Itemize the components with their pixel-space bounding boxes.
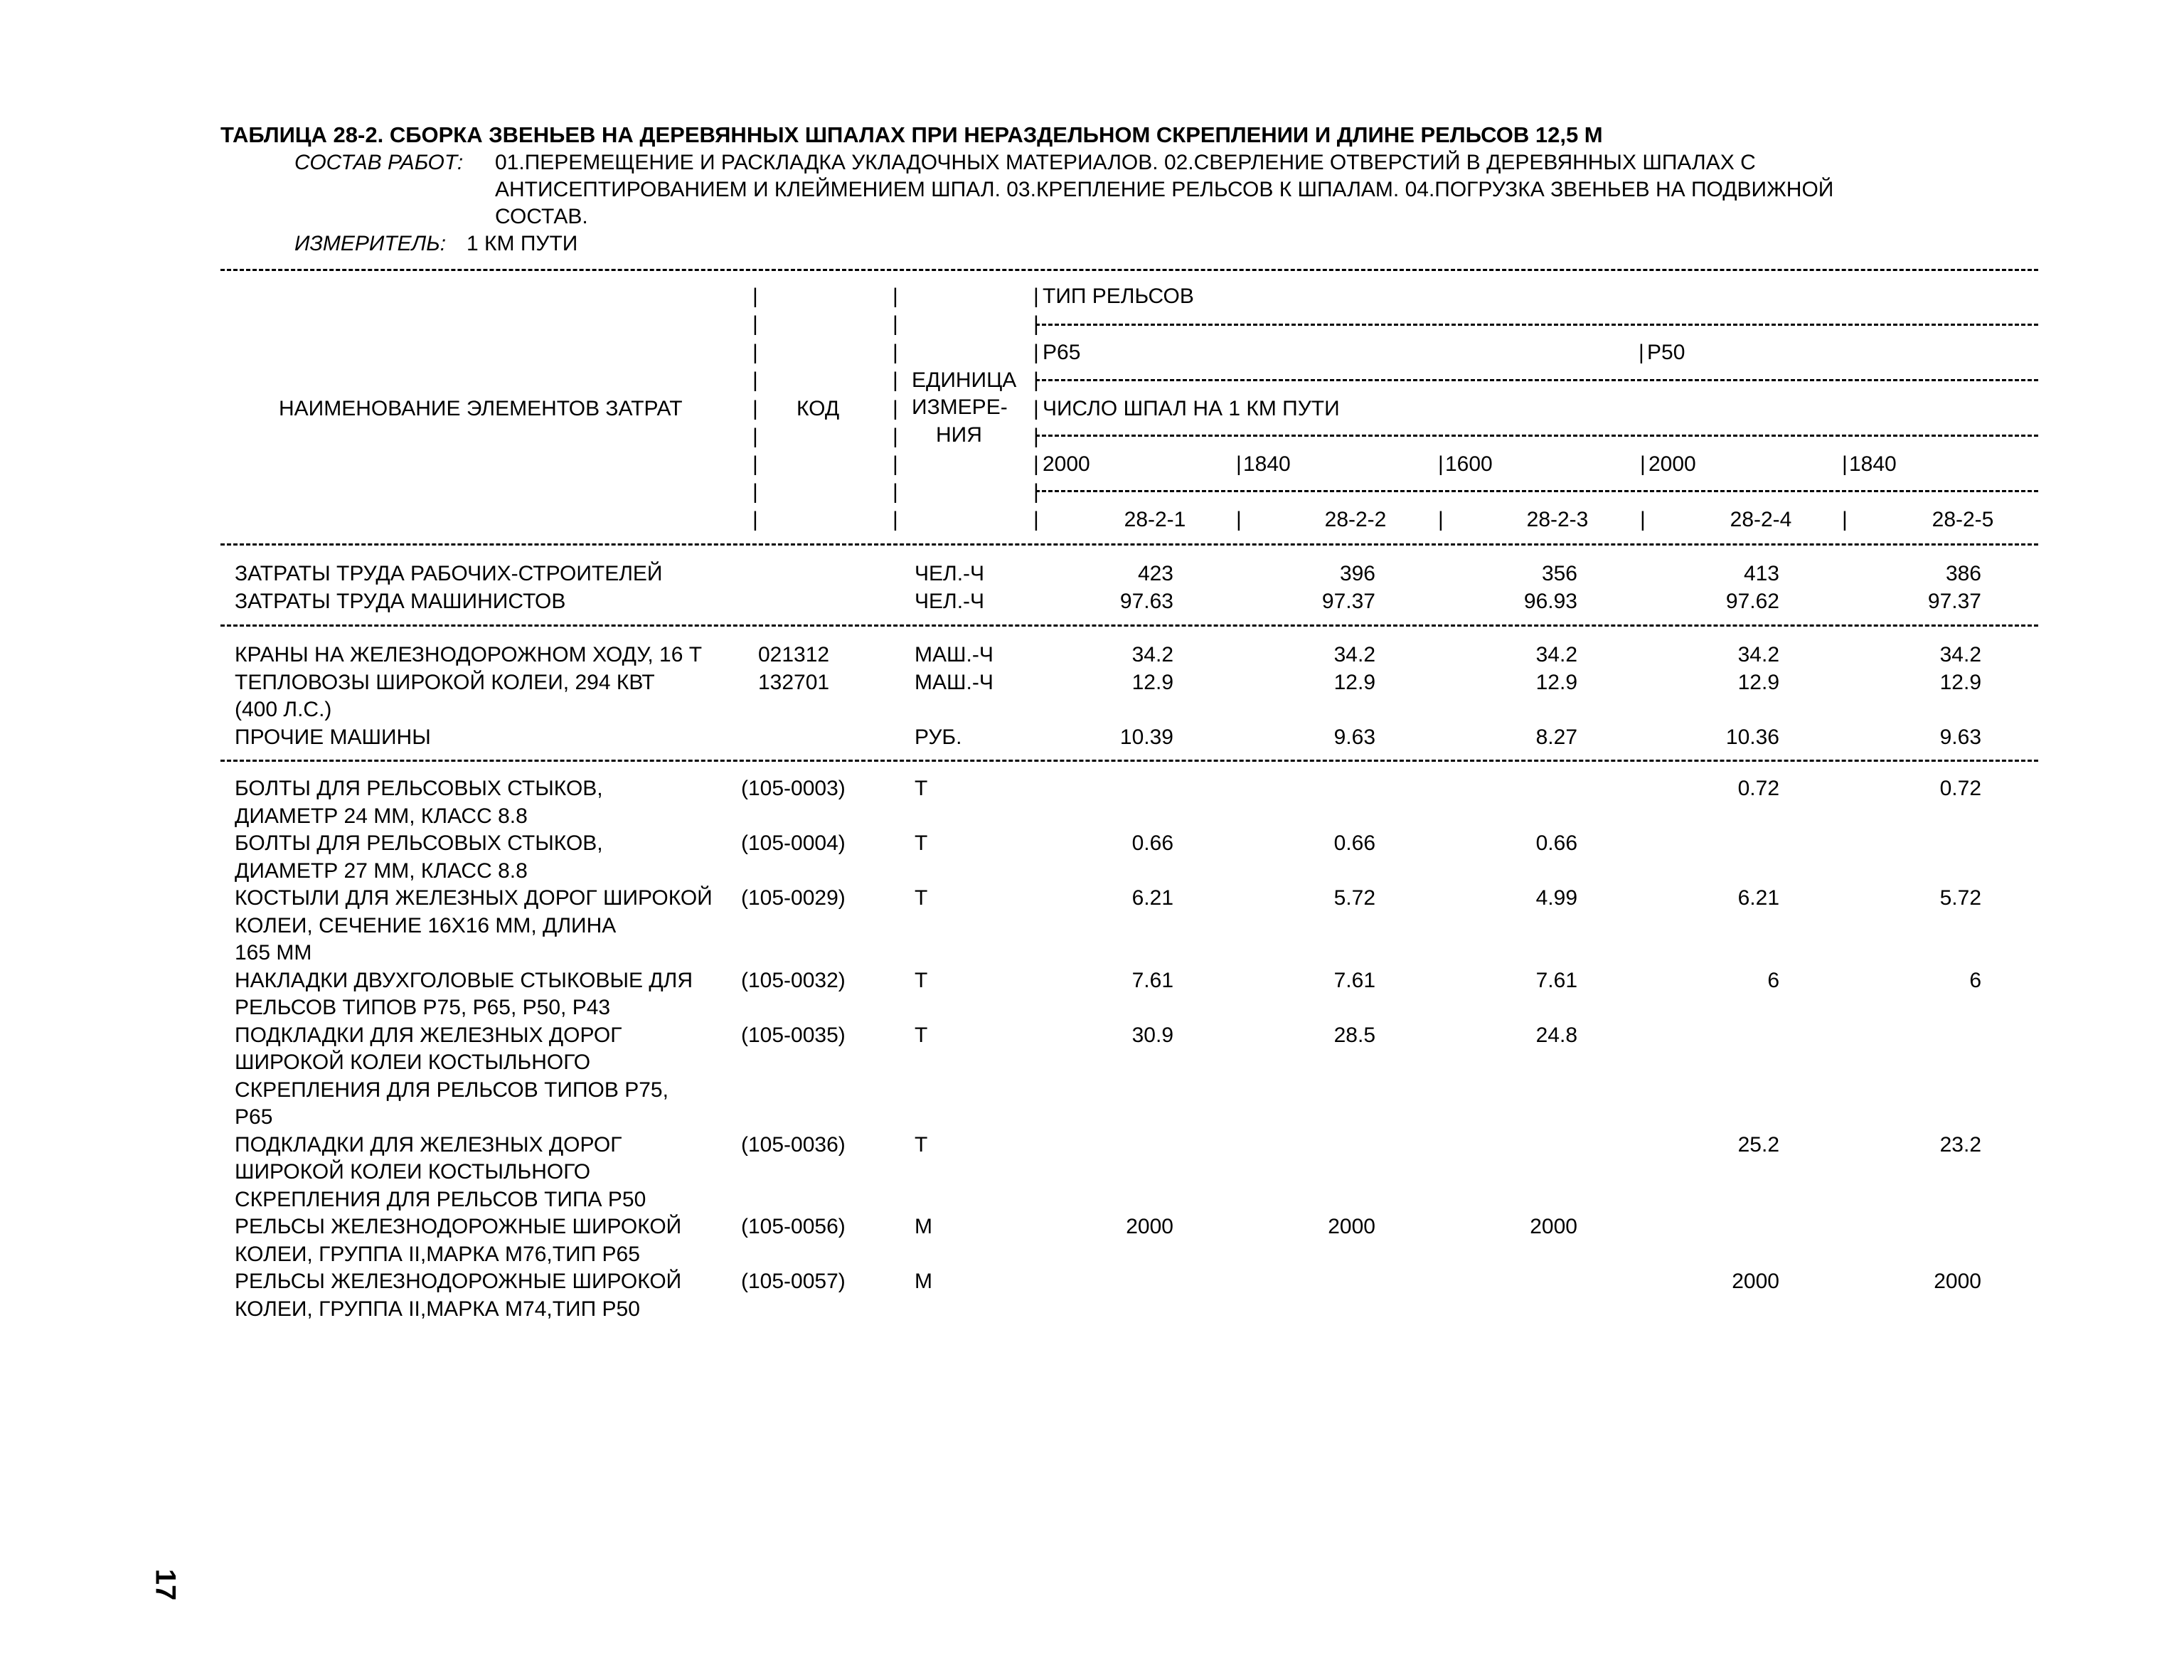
row-name: СКРЕПЛЕНИЯ ДЛЯ РЕЛЬСОВ ТИПОВ Р75, bbox=[235, 1078, 668, 1102]
column-separator: | bbox=[752, 312, 758, 336]
column-separator: | bbox=[1842, 452, 1848, 476]
row-name: НАКЛАДКИ ДВУХГОЛОВЫЕ СТЫКОВЫЕ ДЛЯ bbox=[235, 968, 693, 992]
row-unit: М bbox=[915, 1215, 932, 1238]
measure-label: ИЗМЕРИТЕЛЬ: bbox=[294, 232, 447, 255]
row-code: (105-0003) bbox=[741, 777, 846, 800]
column-separator: | bbox=[752, 425, 758, 448]
header-code: КОД bbox=[797, 397, 840, 420]
column-separator: | bbox=[752, 452, 758, 476]
column-separator: | bbox=[1033, 368, 1039, 392]
header-name: НАИМЕНОВАНИЕ ЭЛЕМЕНТОВ ЗАТРАТ bbox=[279, 397, 683, 420]
row-name: РЕЛЬСОВ ТИПОВ Р75, Р65, Р50, Р43 bbox=[235, 996, 611, 1019]
column-separator: | bbox=[1639, 341, 1644, 364]
row-name: КОСТЫЛИ ДЛЯ ЖЕЛЕЗНЫХ ДОРОГ ШИРОКОЙ bbox=[235, 886, 713, 910]
value-cell: 0.72 bbox=[1737, 777, 1779, 800]
column-separator: | bbox=[893, 397, 898, 420]
value-cell: 34.2 bbox=[1737, 643, 1779, 666]
row-unit: Т bbox=[915, 968, 928, 992]
norm-code: 28-2-5 bbox=[1932, 508, 1994, 531]
value-cell: 7.61 bbox=[1333, 968, 1375, 992]
divider bbox=[1035, 379, 2038, 381]
value-cell: 0.66 bbox=[1535, 831, 1577, 855]
row-name: ЗАТРАТЫ ТРУДА МАШИНИСТОВ bbox=[235, 589, 566, 613]
row-unit: МАШ.-Ч bbox=[915, 643, 994, 666]
row-name: ШИРОКОЙ КОЛЕИ КОСТЫЛЬНОГО bbox=[235, 1160, 591, 1184]
column-separator: | bbox=[1236, 452, 1242, 476]
row-name: ЗАТРАТЫ ТРУДА РАБОЧИХ-СТРОИТЕЛЕЙ bbox=[235, 562, 663, 585]
value-cell: 6 bbox=[1969, 968, 1981, 992]
column-separator: | bbox=[1640, 452, 1646, 476]
row-name: ТЕПЛОВОЗЫ ШИРОКОЙ КОЛЕИ, 294 КВТ bbox=[235, 670, 655, 694]
divider bbox=[220, 760, 2038, 762]
column-separator: | bbox=[752, 397, 758, 420]
table-title: ТАБЛИЦА 28-2. СБОРКА ЗВЕНЬЕВ НА ДЕРЕВЯННЫХ ШПАЛАХ ПРИ НЕРАЗДЕЛЬНОМ СКРЕПЛЕНИИ И ДЛИНЕ РЕЛЬСОВ 12,5 М bbox=[220, 122, 1603, 147]
sleeper-count: 1840 bbox=[1849, 452, 1897, 476]
column-separator: | bbox=[893, 508, 898, 531]
row-name: 165 ММ bbox=[235, 941, 312, 964]
header-unit: ИЗМЕРЕ- bbox=[912, 395, 1008, 419]
row-unit: Т bbox=[915, 1132, 928, 1157]
column-separator: | bbox=[1842, 508, 1848, 531]
row-code: (105-0056) bbox=[741, 1215, 846, 1238]
value-cell: 6.21 bbox=[1737, 886, 1779, 910]
value-cell: 12.9 bbox=[1333, 670, 1375, 694]
column-separator: | bbox=[1033, 480, 1039, 504]
value-cell: 10.36 bbox=[1725, 725, 1779, 749]
header-rail-p50: Р50 bbox=[1647, 341, 1685, 364]
row-unit: Т bbox=[915, 886, 928, 910]
value-cell: 7.61 bbox=[1131, 968, 1173, 992]
row-name: ПРОЧИЕ МАШИНЫ bbox=[235, 725, 431, 749]
value-cell: 23.2 bbox=[1939, 1132, 1981, 1157]
column-separator: | bbox=[1033, 397, 1039, 420]
divider bbox=[1035, 490, 2038, 492]
value-cell: 97.37 bbox=[1927, 589, 1981, 613]
column-separator: | bbox=[893, 312, 898, 336]
norm-code: 28-2-1 bbox=[1124, 508, 1186, 531]
value-cell: 25.2 bbox=[1737, 1132, 1779, 1157]
column-separator: | bbox=[1033, 312, 1039, 336]
value-cell: 7.61 bbox=[1535, 968, 1577, 992]
row-name: РЕЛЬСЫ ЖЕЛЕЗНОДОРОЖНЫЕ ШИРОКОЙ bbox=[235, 1215, 682, 1238]
row-unit: Т bbox=[915, 831, 928, 855]
value-cell: 386 bbox=[1945, 562, 1981, 585]
divider bbox=[1035, 435, 2038, 437]
column-separator: | bbox=[893, 368, 898, 392]
row-unit: М bbox=[915, 1270, 932, 1293]
value-cell: 2000 bbox=[1126, 1215, 1173, 1238]
value-cell: 12.9 bbox=[1535, 670, 1577, 694]
value-cell: 34.2 bbox=[1535, 643, 1577, 666]
row-name: ДИАМЕТР 27 ММ, КЛАСС 8.8 bbox=[235, 858, 528, 883]
divider bbox=[220, 269, 2038, 271]
row-unit: ЧЕЛ.-Ч bbox=[915, 562, 985, 585]
value-cell: 9.63 bbox=[1939, 725, 1981, 749]
row-name: РЕЛЬСЫ ЖЕЛЕЗНОДОРОЖНЫЕ ШИРОКОЙ bbox=[235, 1270, 682, 1293]
row-name: Р65 bbox=[235, 1105, 273, 1129]
value-cell: 8.27 bbox=[1535, 725, 1577, 749]
value-cell: 4.99 bbox=[1535, 886, 1577, 910]
column-separator: | bbox=[893, 425, 898, 448]
value-cell: 413 bbox=[1743, 562, 1779, 585]
value-cell: 34.2 bbox=[1131, 643, 1173, 666]
norm-code: 28-2-3 bbox=[1526, 508, 1589, 531]
row-code: 132701 bbox=[758, 670, 830, 694]
work-line: АНТИСЕПТИРОВАНИЕМ И КЛЕЙМЕНИЕМ ШПАЛ. 03.КРЕПЛЕНИЕ РЕЛЬСОВ К ШПАЛАМ. 04.ПОГРУЗКА ЗВЕНЬЕВ НА ПОДВИЖНОЙ bbox=[495, 178, 1834, 201]
column-separator: | bbox=[1033, 341, 1039, 364]
column-separator: | bbox=[893, 480, 898, 504]
value-cell: 12.9 bbox=[1939, 670, 1981, 694]
header-unit: НИЯ bbox=[936, 423, 982, 447]
row-code: (105-0057) bbox=[741, 1270, 846, 1293]
row-name: КОЛЕИ, СЕЧЕНИЕ 16Х16 ММ, ДЛИНА bbox=[235, 913, 617, 937]
row-name: ПОДКЛАДКИ ДЛЯ ЖЕЛЕЗНЫХ ДОРОГ bbox=[235, 1023, 622, 1047]
row-name: ПОДКЛАДКИ ДЛЯ ЖЕЛЕЗНЫХ ДОРОГ bbox=[235, 1132, 622, 1157]
page-number: 17 bbox=[149, 1568, 181, 1601]
column-separator: | bbox=[893, 341, 898, 364]
value-cell: 423 bbox=[1137, 562, 1173, 585]
sleeper-count: 2000 bbox=[1648, 452, 1696, 476]
column-separator: | bbox=[1033, 425, 1039, 448]
value-cell: 2000 bbox=[1732, 1270, 1779, 1293]
value-cell: 5.72 bbox=[1333, 886, 1375, 910]
value-cell: 5.72 bbox=[1939, 886, 1981, 910]
work-line: СОСТАВ. bbox=[495, 205, 588, 228]
divider bbox=[220, 624, 2038, 627]
row-unit: Т bbox=[915, 1023, 928, 1047]
row-name: БОЛТЫ ДЛЯ РЕЛЬСОВЫХ СТЫКОВ, bbox=[235, 777, 603, 800]
value-cell: 12.9 bbox=[1131, 670, 1173, 694]
value-cell: 24.8 bbox=[1535, 1023, 1577, 1047]
norm-code: 28-2-2 bbox=[1324, 508, 1387, 531]
sleeper-count: 2000 bbox=[1043, 452, 1090, 476]
row-code: (105-0035) bbox=[741, 1023, 846, 1047]
row-code: (105-0029) bbox=[741, 886, 846, 910]
column-separator: | bbox=[893, 452, 898, 476]
column-separator: | bbox=[893, 285, 898, 308]
column-separator: | bbox=[1438, 452, 1444, 476]
column-separator: | bbox=[1033, 285, 1039, 308]
work-line: 01.ПЕРЕМЕЩЕНИЕ И РАСКЛАДКА УКЛАДОЧНЫХ МАТЕРИАЛОВ. 02.СВЕРЛЕНИЕ ОТВЕРСТИЙ В ДЕРЕВЯННЫХ ШПАЛАХ С bbox=[495, 151, 1756, 174]
work-label: СОСТАВ РАБОТ: bbox=[294, 151, 464, 174]
value-cell: 356 bbox=[1541, 562, 1577, 585]
value-cell: 30.9 bbox=[1131, 1023, 1173, 1047]
value-cell: 2000 bbox=[1328, 1215, 1375, 1238]
row-name: ШИРОКОЙ КОЛЕИ КОСТЫЛЬНОГО bbox=[235, 1051, 591, 1074]
header-rail-type: ТИП РЕЛЬСОВ bbox=[1043, 285, 1194, 308]
value-cell: 2000 bbox=[1934, 1270, 1981, 1293]
column-separator: | bbox=[752, 480, 758, 504]
row-name: ДИАМЕТР 24 ММ, КЛАСС 8.8 bbox=[235, 804, 528, 828]
value-cell: 28.5 bbox=[1333, 1023, 1375, 1047]
row-name: КОЛЕИ, ГРУППА II,МАРКА М74,ТИП Р50 bbox=[235, 1297, 640, 1321]
column-separator: | bbox=[1033, 508, 1039, 531]
value-cell: 0.72 bbox=[1939, 777, 1981, 800]
column-separator: | bbox=[1640, 508, 1646, 531]
divider bbox=[1035, 324, 2038, 326]
value-cell: 97.37 bbox=[1321, 589, 1375, 613]
value-cell: 97.62 bbox=[1725, 589, 1779, 613]
row-unit: ЧЕЛ.-Ч bbox=[915, 589, 985, 613]
value-cell: 6.21 bbox=[1131, 886, 1173, 910]
value-cell: 2000 bbox=[1530, 1215, 1577, 1238]
column-separator: | bbox=[1236, 508, 1242, 531]
value-cell: 9.63 bbox=[1333, 725, 1375, 749]
value-cell: 0.66 bbox=[1333, 831, 1375, 855]
value-cell: 10.39 bbox=[1119, 725, 1173, 749]
row-unit: МАШ.-Ч bbox=[915, 670, 994, 694]
row-name: КРАНЫ НА ЖЕЛЕЗНОДОРОЖНОМ ХОДУ, 16 Т bbox=[235, 643, 703, 666]
column-separator: | bbox=[752, 368, 758, 392]
row-name: СКРЕПЛЕНИЯ ДЛЯ РЕЛЬСОВ ТИПА Р50 bbox=[235, 1187, 646, 1211]
value-cell: 34.2 bbox=[1939, 643, 1981, 666]
row-code: 021312 bbox=[758, 643, 830, 666]
sleeper-count: 1840 bbox=[1243, 452, 1291, 476]
divider bbox=[220, 543, 2038, 546]
column-separator: | bbox=[1438, 508, 1444, 531]
sleeper-count: 1600 bbox=[1445, 452, 1493, 476]
row-name: (400 Л.С.) bbox=[235, 698, 332, 721]
row-unit: РУБ. bbox=[915, 725, 962, 749]
header-unit: ЕДИНИЦА bbox=[912, 368, 1017, 392]
value-cell: 96.93 bbox=[1523, 589, 1577, 613]
value-cell: 396 bbox=[1339, 562, 1375, 585]
value-cell: 97.63 bbox=[1119, 589, 1173, 613]
value-cell: 0.66 bbox=[1131, 831, 1173, 855]
header-sleepers: ЧИСЛО ШПАЛ НА 1 КМ ПУТИ bbox=[1043, 397, 1340, 420]
norm-code: 28-2-4 bbox=[1730, 508, 1792, 531]
value-cell: 6 bbox=[1767, 968, 1779, 992]
row-code: (105-0032) bbox=[741, 968, 846, 992]
column-separator: | bbox=[752, 285, 758, 308]
column-separator: | bbox=[752, 341, 758, 364]
measure-value: 1 КМ ПУТИ bbox=[467, 232, 578, 255]
row-code: (105-0036) bbox=[741, 1132, 846, 1157]
row-code: (105-0004) bbox=[741, 831, 846, 855]
value-cell: 12.9 bbox=[1737, 670, 1779, 694]
value-cell: 34.2 bbox=[1333, 643, 1375, 666]
column-separator: | bbox=[1033, 452, 1039, 476]
row-name: КОЛЕИ, ГРУППА II,МАРКА М76,ТИП Р65 bbox=[235, 1242, 640, 1266]
row-name: БОЛТЫ ДЛЯ РЕЛЬСОВЫХ СТЫКОВ, bbox=[235, 831, 603, 855]
header-rail-p65: Р65 bbox=[1043, 341, 1081, 364]
column-separator: | bbox=[752, 508, 758, 531]
row-unit: Т bbox=[915, 777, 928, 800]
